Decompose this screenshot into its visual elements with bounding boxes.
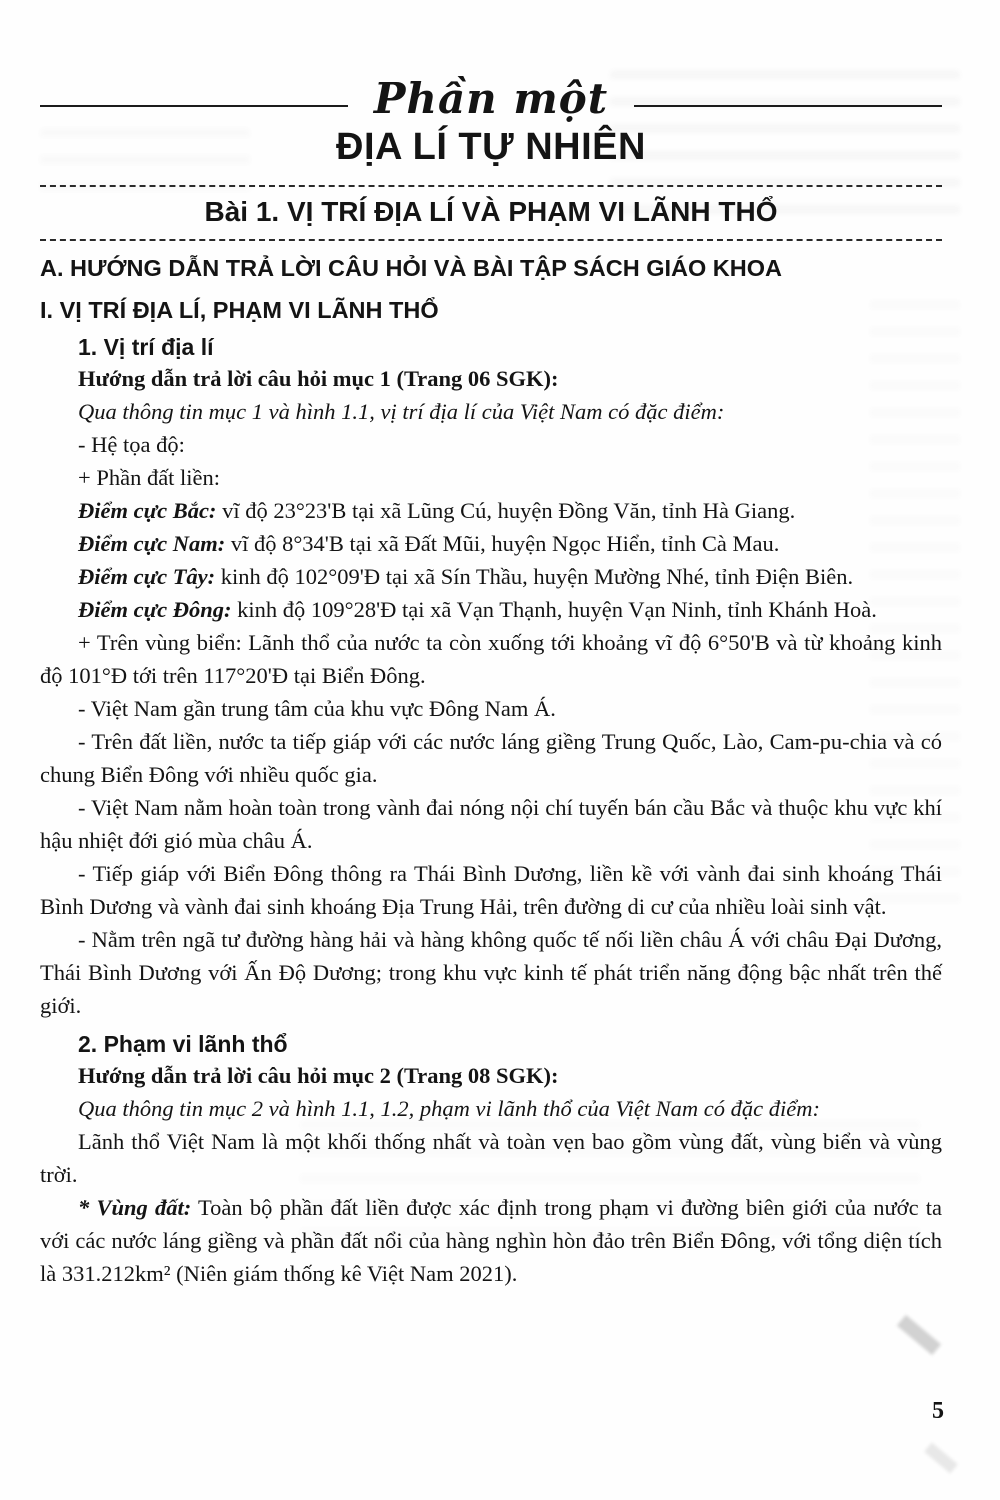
extreme-west-label: Điểm cực Tây:	[78, 564, 216, 590]
extreme-west-text: kinh độ 102°09'Đ tại xã Sín Thầu, huyện Mường Nhé, tỉnh Điện Biên.	[215, 564, 854, 590]
subsection-1-heading: 1. Vị trí địa lí	[78, 334, 214, 361]
part-title: ĐỊA LÍ TỰ NHIÊN	[336, 126, 646, 169]
right-rule	[634, 105, 942, 107]
para-territory-unity: Lãnh thổ Việt Nam là một khối thống nhất và toàn vẹn bao gồm vùng đất, vùng biển và vùng trời.	[40, 1129, 942, 1188]
lesson-title: Bài 1. VỊ TRÍ ĐỊA LÍ VÀ PHẠM VI LÃNH THỔ	[40, 185, 942, 241]
para-sea-area: + Trên vùng biển: Lãnh thổ của nước ta còn xuống tới khoảng vĩ độ 6°50'B và từ khoảng kinh độ 101°Đ tới trên 117°20'Đ tại Biển Đông.	[40, 630, 942, 689]
guide-2: Hướng dẫn trả lời câu hỏi mục 2 (Trang 08 SGK):	[78, 1063, 559, 1089]
section-a-heading: A. HƯỚNG DẪN TRẢ LỜI CÂU HỎI VÀ BÀI TẬP SÁCH GIÁO KHOA	[40, 255, 782, 282]
para-tropical: - Việt Nam nằm hoàn toàn trong vành đai nóng nội chí tuyến bán cầu Bắc và thuộc khu vực khí hậu nhiệt đới gió mùa châu Á.	[40, 795, 942, 854]
part-header	[40, 76, 942, 122]
land-area-text: Toàn bộ phần đất liền được xác định trong phạm vi đường biên giới của nước ta với các nước láng giềng và phần đất nổi của hàng nghìn hòn đảo trên Biển Đông, với tổng diện tích là 331.212km² (Niên giám thống kê Việt Nam 2021).	[40, 1195, 943, 1287]
para-neighbors: - Trên đất liền, nước ta tiếp giáp với các nước láng giềng Trung Quốc, Lào, Cam-pu-chia và có chung Biển Đông với nhiều quốc gia.	[40, 729, 942, 788]
para-extreme-east	[40, 593, 942, 626]
land-area-label: * Vùng đất:	[78, 1195, 192, 1221]
para-intro-2: Qua thông tin mục 2 và hình 1.1, 1.2, phạm vi lãnh thổ của Việt Nam có đặc điểm:	[78, 1096, 820, 1122]
para-extreme-north	[40, 494, 942, 527]
part-label: Phần một	[373, 74, 609, 123]
left-rule	[40, 105, 348, 107]
para-land-area	[40, 1191, 942, 1290]
para-mainland: + Phần đất liền:	[78, 465, 221, 491]
extreme-east-text: kinh độ 109°28'Đ tại xã Vạn Thạnh, huyện Vạn Ninh, tỉnh Khánh Hoà.	[231, 597, 877, 623]
extreme-south-label: Điểm cực Nam:	[78, 531, 226, 557]
para-extreme-west	[40, 560, 942, 593]
guide-1: Hướng dẫn trả lời câu hỏi mục 1 (Trang 06 SGK):	[78, 366, 559, 392]
scan-smudge	[897, 1315, 941, 1355]
para-extreme-south	[40, 527, 942, 560]
para-crossroads: - Nằm trên ngã tư đường hàng hải và hàng không quốc tế nối liền châu Á với châu Đại Dương, Thái Bình Dương với Ấn Độ Dương; trong khu vực kinh tế phát triển năng động bậc nhất trên thế giới.	[40, 927, 942, 1019]
subsection-2-heading: 2. Phạm vi lãnh thổ	[78, 1031, 288, 1058]
para-center-sea: - Việt Nam gần trung tâm của khu vực Đông Nam Á.	[78, 696, 556, 722]
extreme-north-text: vĩ độ 23°23'B tại xã Lũng Cú, huyện Đồng Văn, tỉnh Hà Giang.	[216, 498, 796, 524]
extreme-south-text: vĩ độ 8°34'B tại xã Đất Mũi, huyện Ngọc Hiển, tỉnh Cà Mau.	[225, 531, 780, 557]
page-number: 5	[932, 1398, 944, 1424]
para-coord-system: - Hệ tọa độ:	[78, 432, 185, 458]
scan-smudge	[924, 1442, 958, 1473]
section-i-heading: I. VỊ TRÍ ĐỊA LÍ, PHẠM VI LÃNH THỔ	[40, 297, 439, 324]
para-intro-1: Qua thông tin mục 1 và hình 1.1, vị trí địa lí của Việt Nam có đặc điểm:	[78, 399, 725, 425]
extreme-east-label: Điểm cực Đông:	[78, 597, 232, 623]
extreme-north-label: Điểm cực Bắc:	[78, 498, 217, 524]
para-mineral-belts: - Tiếp giáp với Biển Đông thông ra Thái Bình Dương, liền kề với vành đai sinh khoáng Thái Bình Dương và vành đai sinh khoáng Địa Trung Hải, trên đường di cư của nhiều loài sinh vật.	[40, 861, 942, 920]
